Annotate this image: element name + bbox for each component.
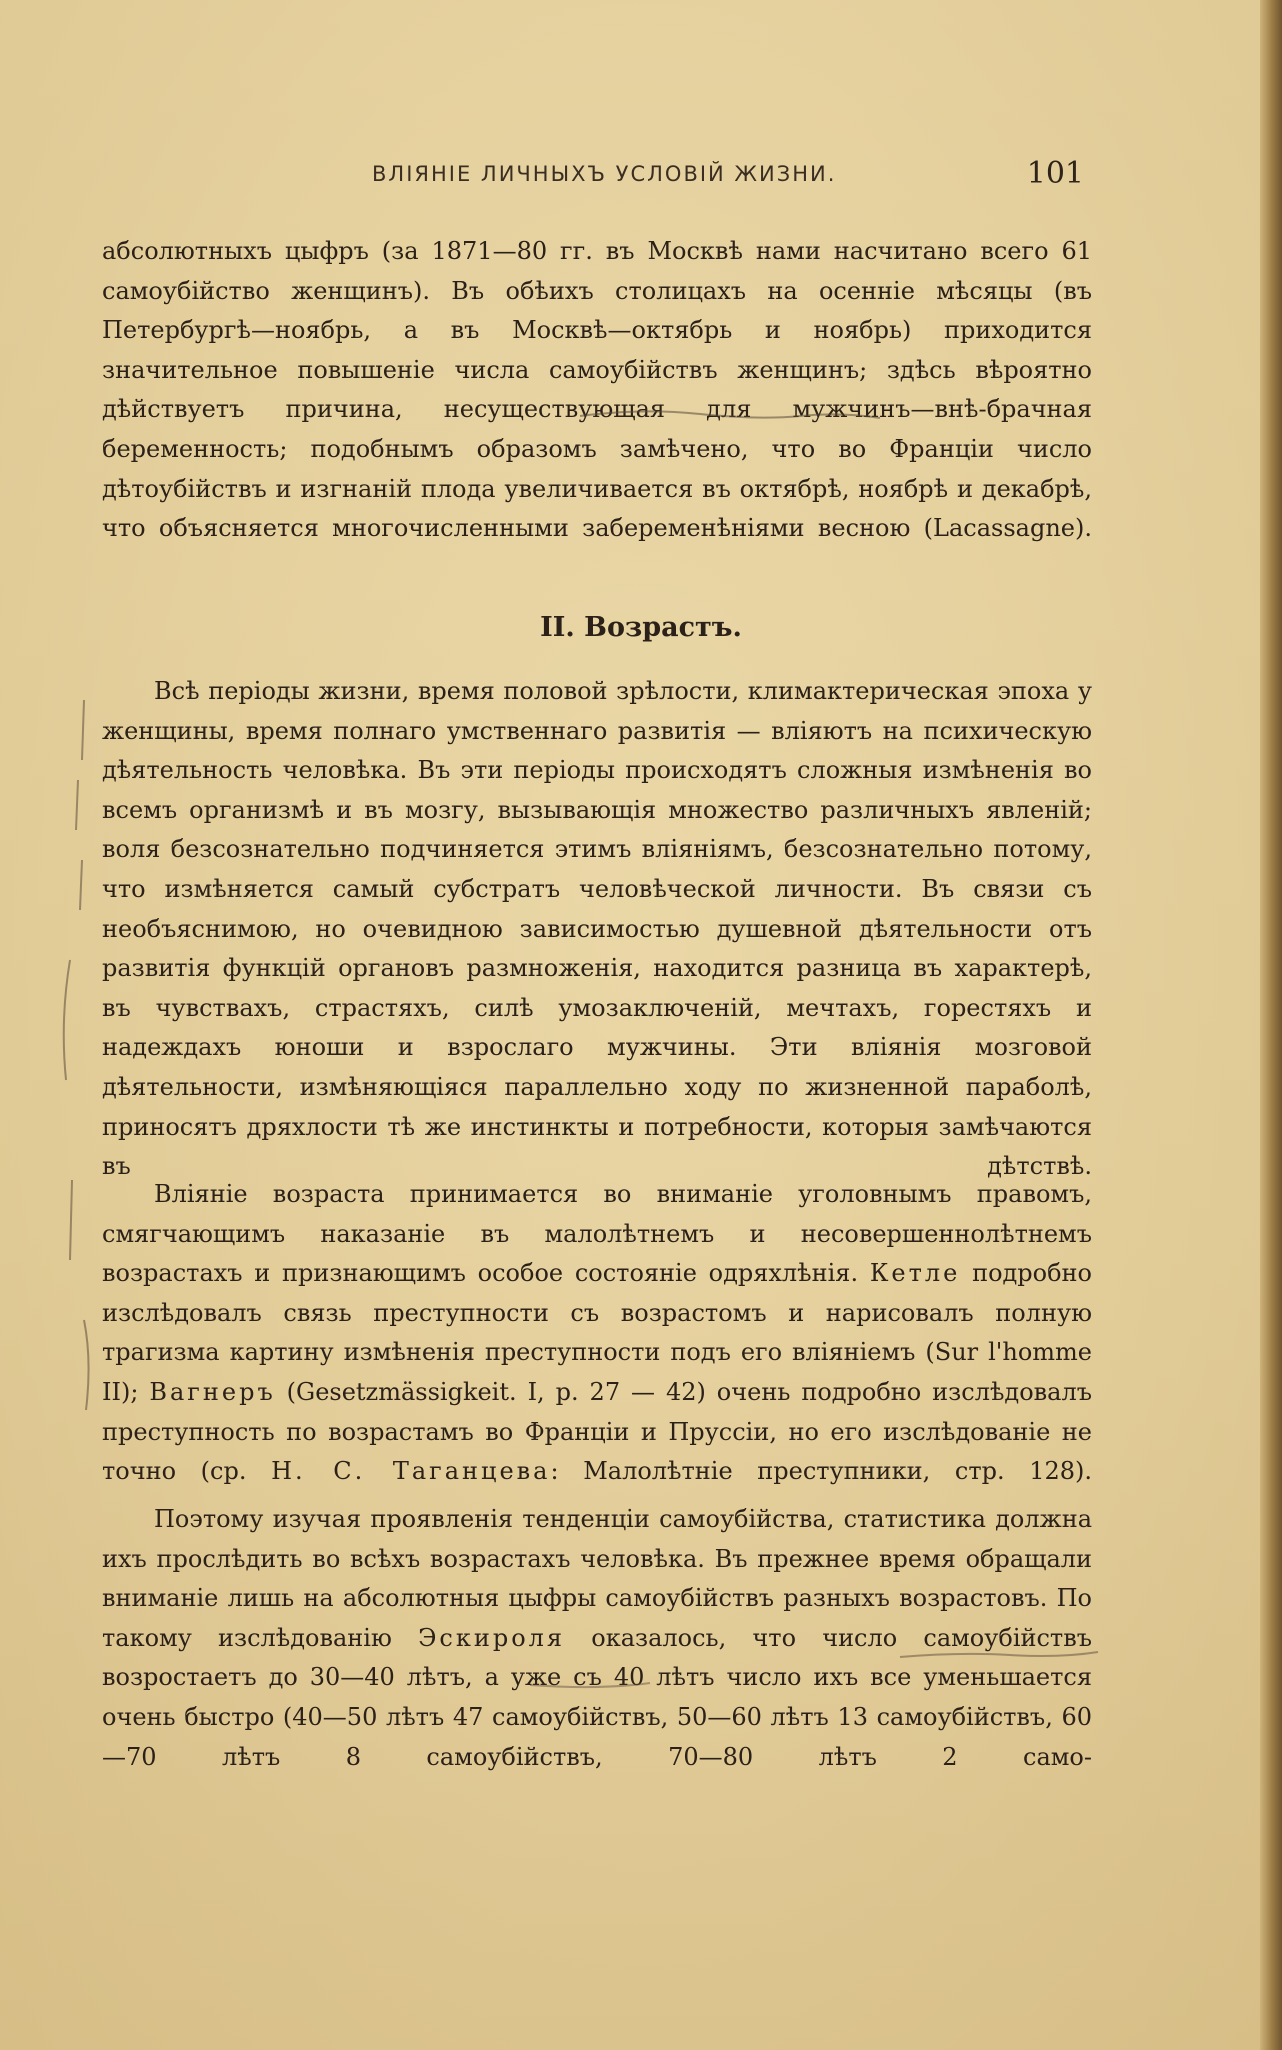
paragraph-text: Вліяніе возраста принимается во вниманіе уголовнымъ правомъ, смягчающимъ наказаніе въ малолѣтнемъ и несовершеннолѣтнемъ возрастахъ и признающимъ особое состояніе одряхлѣнія. xyxy=(102,1180,1092,1288)
paragraph-text: (Gesetzmässigkeit. I, p. 27 — 42) очень подробно изслѣдовалъ преступность по возрастамъ во Франціи и Пруссіи, но его изслѣдованіе не точно (ср. xyxy=(102,1377,1092,1486)
underline-mark xyxy=(900,1652,1098,1657)
underline-mark xyxy=(530,1683,650,1687)
author-name-quetelet: Кетле xyxy=(869,1259,961,1288)
author-name-esquirol: Эскироля xyxy=(418,1623,566,1652)
running-head-title: ВЛІЯНІЕ ЛИЧНЫХЪ УСЛОВІЙ ЖИЗНИ. xyxy=(372,162,837,186)
paragraph-text: Поэтому изучая проявленія тенденціи самоубійства, статистика должна ихъ прослѣдить во всѣхъ возрастахъ человѣка. Въ прежнее время обращали вниманіе лишь на абсолютныя цыфры самоубійствъ разныхъ возрастовъ. По такому изслѣдованію xyxy=(102,1505,1092,1652)
underline-mark xyxy=(580,411,880,418)
paragraph-text: абсолютныхъ цыфръ (за 1871—80 гг. въ Москвѣ нами насчитано всего 61 самоубійство женщинъ). Въ обѣихъ столицахъ на осенніе мѣсяцы (въ Петербургѣ—ноябрь, а въ Москвѣ—октябрь и ноябрь) приходится значительное повышеніе числа самоубійствъ женщинъ; здѣсь вѣроятно дѣйствуетъ причина, несуществующая для мужчинъ—внѣ-брачная беременность; подобнымъ образомъ замѣчено, что во Франціи число дѣтоубійствъ и изгнаній плода увеличивается въ октябрѣ, ноябрѣ и декабрѣ, что объясняется многочисленными забеременѣніями весною (Lacassagne). xyxy=(102,237,1092,543)
page-number: 101 xyxy=(1026,156,1084,191)
paragraph-text: оказалось, что число самоубійствъ возростаетъ до 30—40 лѣтъ, а уже съ 40 лѣтъ число ихъ все уменьшается очень быстро (40—50 лѣтъ 47 самоубійствъ, 50—60 лѣтъ 13 самоубійствъ, 60—70 лѣтъ 8 самоубійствъ, 70—80 лѣтъ 2 само- xyxy=(102,1623,1092,1771)
paragraph-text: : Малолѣтніе преступники, стр. 128). xyxy=(550,1457,1093,1486)
paragraph-text: подробно изслѣдовалъ связь преступности съ возрастомъ и нарисовалъ полную трагизма картину измѣненія преступности подъ его вліяніемъ (Sur l'homme II); xyxy=(102,1259,1092,1406)
author-name-wagner: Вагнеръ xyxy=(149,1377,276,1406)
section-heading: II. Возрастъ. xyxy=(540,612,742,643)
margin-bracket-mark xyxy=(64,700,89,1410)
author-name-tagantsev: Н. С. Таганцева xyxy=(271,1457,551,1486)
paragraph-text: Всѣ періоды жизни, время половой зрѣлости, климактерическая эпоха у женщины, время полнаго умственнаго развитія — вліяютъ на психическую дѣятельность человѣка. Въ эти періоды происходятъ сложныя измѣненія во всемъ организмѣ и въ мозгу, вызывающія множество различныхъ явленій; воля безсознательно подчиняется этимъ вліяніямъ, безсознательно потому, что измѣняется самый субстратъ человѣческой личности. Въ связи съ необъяснимою, но очевидною зависимостью душевной дѣятельности отъ развитія функцій органовъ размноженія, находится разница въ характерѣ, въ чувствахъ, страстяхъ, силѣ умозаключеній, мечтахъ, горестяхъ и надеждахъ юноши и взрослаго мужчины. Эти вліянія мозговой дѣятельности, измѣняющіяся параллельно ходу по жизненной параболѣ, приносятъ дряхлости тѣ же инстинкты и потребности, которыя замѣчаются въ дѣтствѣ. xyxy=(102,677,1092,1181)
